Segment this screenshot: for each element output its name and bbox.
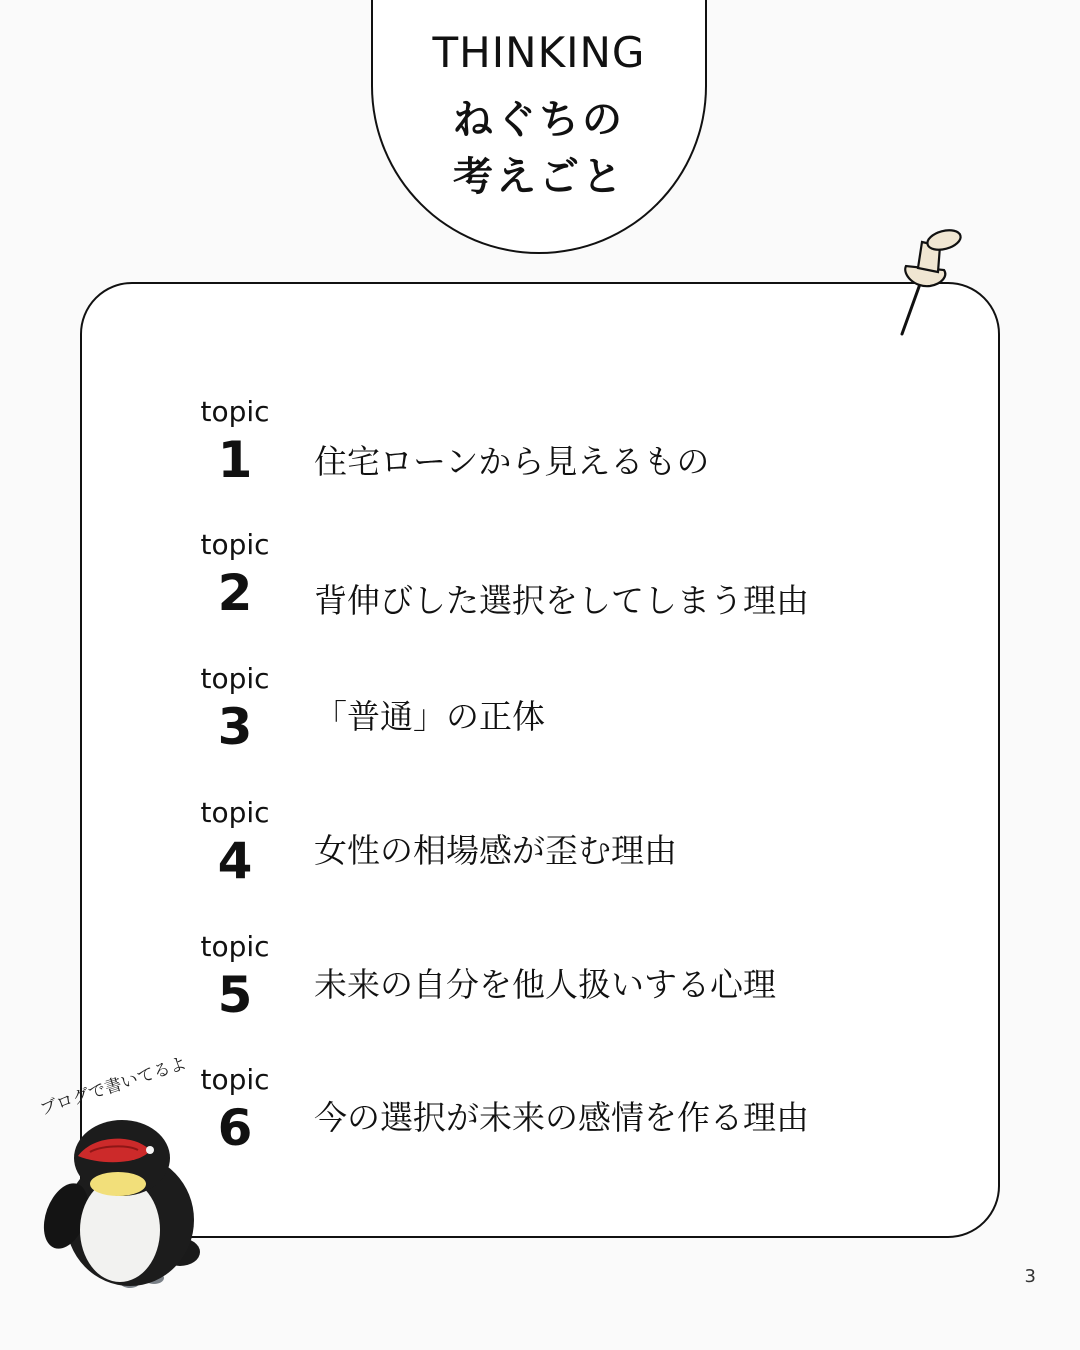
- topic-item-6: [190, 1064, 890, 1174]
- topic-item-5: [190, 931, 890, 1041]
- topic-item-1: [190, 396, 890, 506]
- header-eyebrow: THINKING: [432, 28, 646, 77]
- topic-number: 5: [217, 966, 253, 1024]
- toucan-plush-icon: [30, 1092, 210, 1292]
- topic-title: 未来の自分を他人扱いする心理: [314, 965, 776, 1004]
- topic-title: 住宅ローンから見えるもの: [314, 442, 710, 481]
- header-title-line1: ねぐちの: [453, 97, 625, 143]
- topic-number: 6: [217, 1099, 253, 1157]
- topic-number: 2: [217, 564, 253, 622]
- topic-label: topic: [200, 528, 270, 561]
- topic-number: 3: [217, 698, 253, 756]
- topic-number: 1: [217, 431, 253, 489]
- topic-title: 背伸びした選択をしてしまう理由: [314, 581, 809, 620]
- topic-label: topic: [200, 930, 270, 963]
- topic-label: topic: [200, 662, 270, 695]
- header-badge: [371, 0, 707, 254]
- topic-title: 今の選択が未来の感情を作る理由: [314, 1098, 809, 1137]
- topic-label: topic: [200, 1063, 270, 1096]
- topic-title: 女性の相場感が歪む理由: [314, 831, 677, 870]
- pushpin-icon: [892, 222, 972, 340]
- topic-item-2: [190, 529, 890, 639]
- page-number: 3: [1024, 1266, 1036, 1287]
- topic-item-3: [190, 663, 890, 773]
- topic-label: topic: [200, 395, 270, 428]
- topic-label: topic: [200, 796, 270, 829]
- topic-number: 4: [217, 832, 253, 890]
- mascot-caption: ブログで書いてるよ: [37, 1053, 190, 1120]
- header-title-line2: 考えごと: [453, 154, 625, 200]
- topic-item-4: [190, 797, 890, 907]
- topic-title: 「普通」の正体: [314, 697, 545, 736]
